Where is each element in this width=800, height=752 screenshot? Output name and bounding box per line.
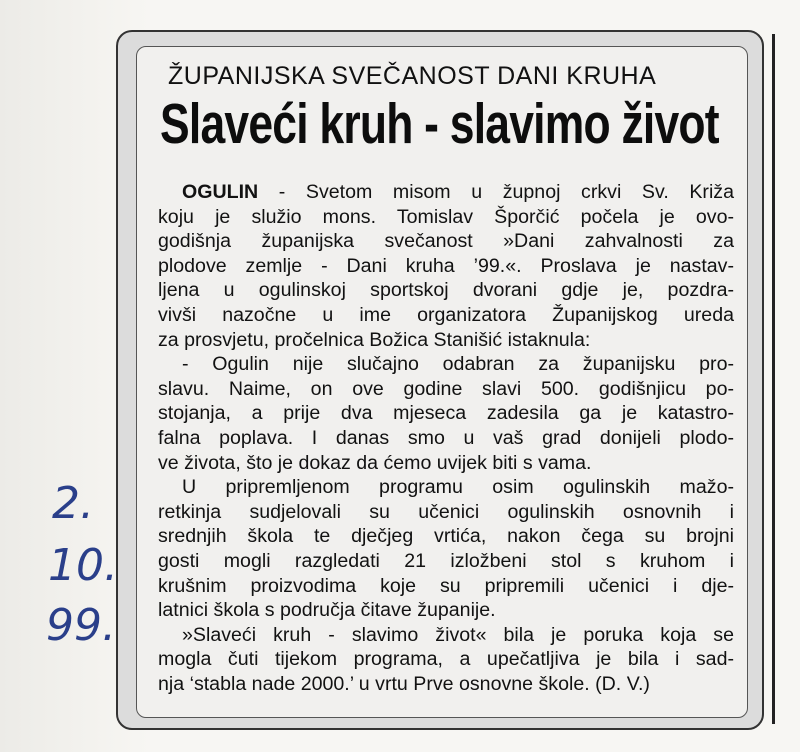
line-text: gosti mogli razgledati 21 izložbeni stol s kruhom i [158,549,734,572]
column-rule [772,34,775,724]
dateline: OGULIN [182,181,259,203]
article-line [158,672,734,697]
article-line [158,278,734,303]
article-line [158,205,734,230]
article-line [158,524,734,549]
article-line [158,475,734,500]
line-text: krušnim proizvodima koje su pripremili učenici i dje- [158,574,734,597]
line-text: U pripremljenom programu osim ogulinskih mažo- [182,476,734,499]
article-line [158,229,734,254]
article-kicker: ŽUPANIJSKA SVEČANOST DANI KRUHA [168,62,657,90]
handwritten-month: 10. [48,540,118,591]
line-text: godišnja županijska svečanost »Dani zahvalnosti za [158,230,734,253]
handwritten-year: 99. [46,600,116,651]
line-text: falna poplava. I danas smo u vaš grad donijeli plodo- [158,426,734,449]
article-line [158,401,734,426]
article-line [158,647,734,672]
line-text: srednjih škola te dječjeg vrtića, nakon čega su brojni [158,525,734,548]
line-text: - Ogulin nije slučajno odabran za županijsku pro- [182,353,734,376]
article-line [158,623,734,648]
line-text: stojanja, a prije dva mjeseca zadesila ga je katastro- [158,402,734,425]
article-line [158,254,734,279]
line-text: - Svetom misom u župnoj crkvi Sv. Križa [258,181,734,203]
line-text: za prosvjetu, pročelnica Božica Stanišić istaknula: [158,328,591,351]
line-text: plodove zemlje - Dani kruha ’99.«. Proslava je nastav- [158,254,734,277]
article-line [158,598,734,623]
handwritten-day: 2. [52,478,94,529]
article-line [158,328,734,353]
article-line [158,426,734,451]
article-line [158,377,734,402]
line-text: ve života, što je dokaz da ćemo uvijek biti s vama. [158,451,592,474]
article-headline: Slaveći kruh - slavimo život [160,92,719,156]
line-text: »Slaveći kruh - slavimo život« bila je poruka koja se [182,623,734,646]
article-body [158,180,734,696]
line-text: ljena u ogulinskoj sportskoj dvorani gdje je, pozdra- [158,279,734,302]
article-line [158,180,734,205]
line-text: retkinja sudjelovali su učenici ogulinskih osnovnih i [158,500,734,523]
line-text: vivši nazočne u ime organizatora Županijskog ureda [158,303,734,326]
article-line [158,352,734,377]
line-text: slavu. Naime, on ove godine slavi 500. godišnjicu po- [158,377,734,400]
line-text: nja ‘stabla nade 2000.’ u vrtu Prve osnovne škole. (D. V.) [158,672,650,695]
article-line [158,574,734,599]
article-line [158,451,734,476]
line-text: mogla čuti tijekom programa, a upečatljiva je bila i sad- [158,648,734,671]
line-text: latnici škola s područja čitave županije. [158,599,496,622]
article-line [158,500,734,525]
line-text: koju je služio mons. Tomislav Šporčić počela je ovo- [158,205,734,228]
article-line [158,303,734,328]
article-line [158,549,734,574]
